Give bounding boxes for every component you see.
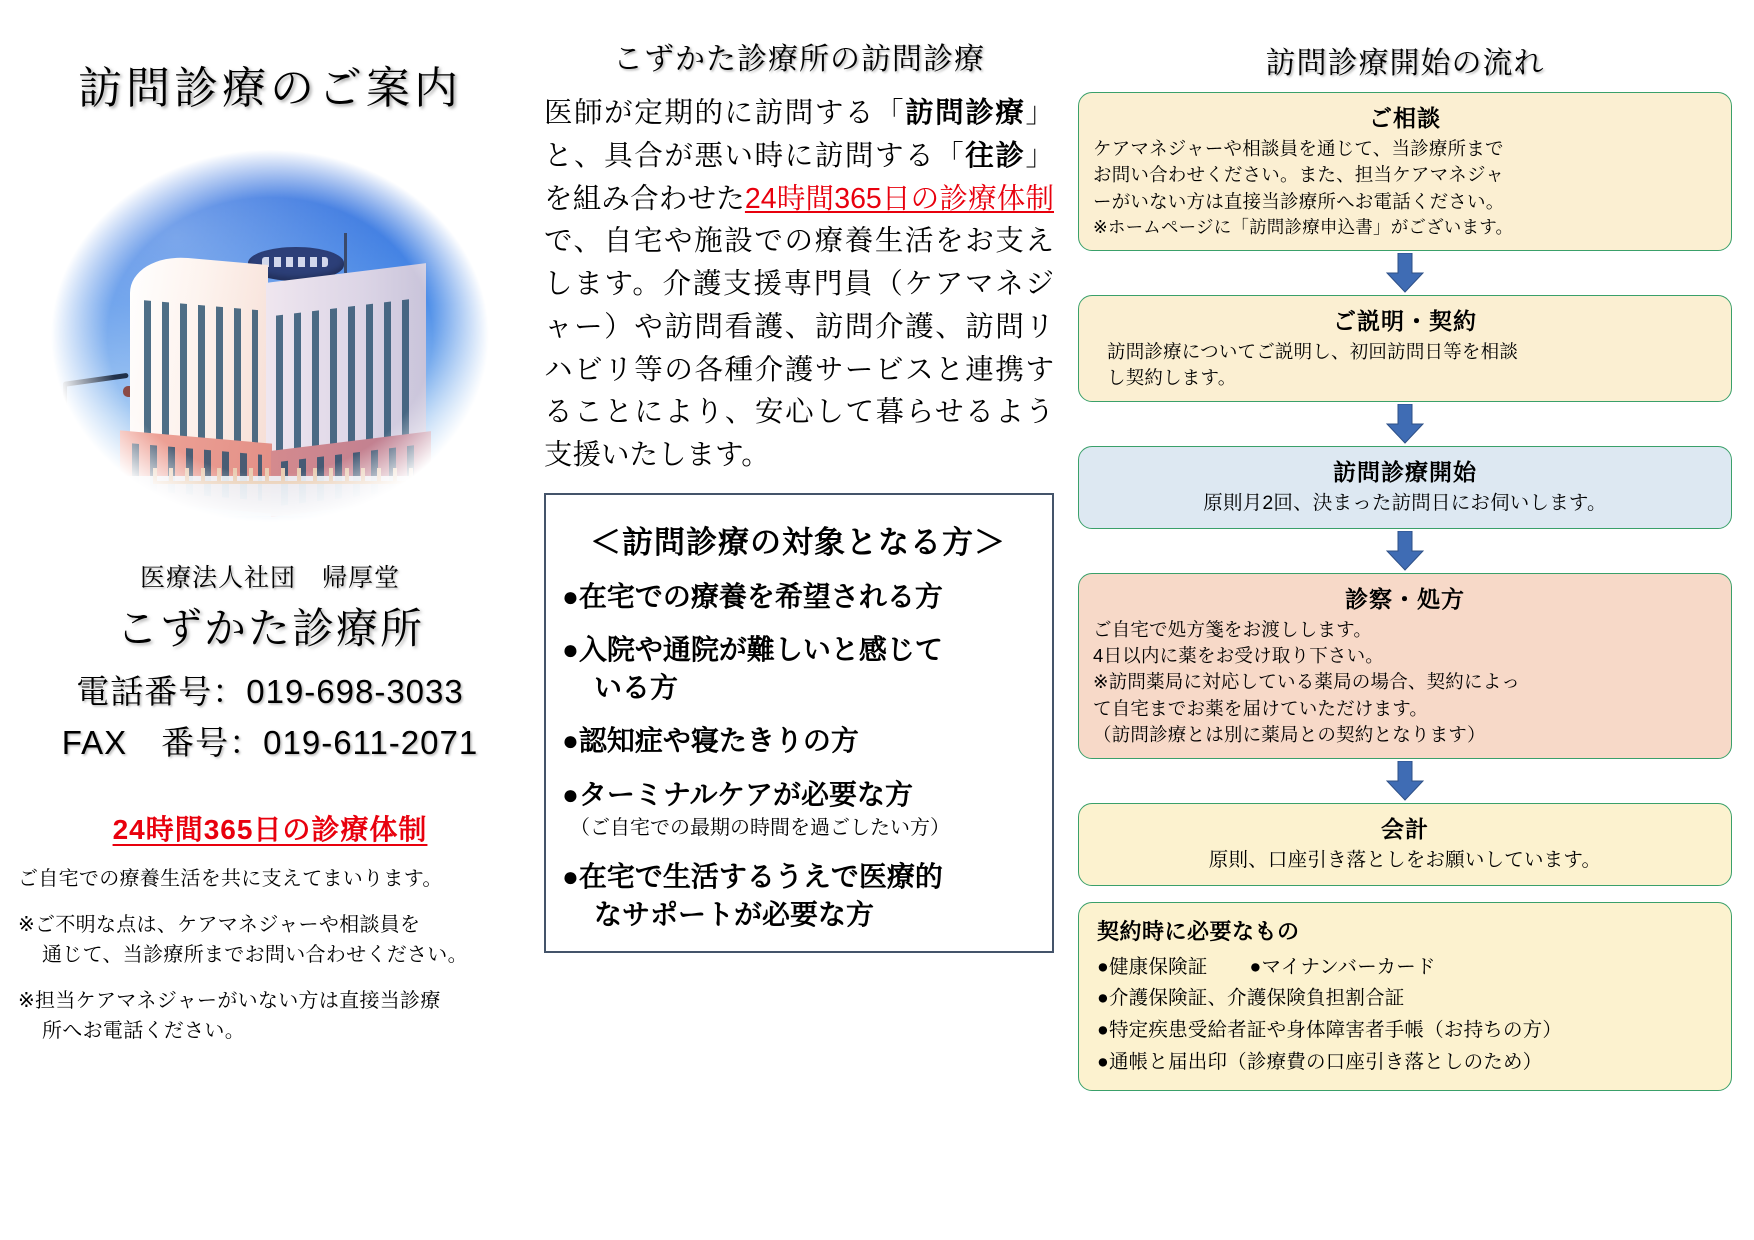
note-no-caremanager-line1: ※担当ケアマネジャーがいない方は直接当診療	[18, 990, 441, 1012]
flow-step-examination-prescription	[1078, 573, 1732, 759]
flow-step-line: ーがいない方は直接当診療所へお電話ください。	[1093, 190, 1505, 212]
desc-red-underline: 24時間365日の診療体制	[744, 182, 1054, 215]
flow-step-note: ※ホームページに「訪問診療申込書」がございます。	[1093, 216, 1514, 237]
fax-label: FAX 番号：	[61, 724, 264, 761]
flow-arrow-3	[1078, 529, 1732, 573]
flow-arrow-4	[1078, 759, 1732, 803]
page-title: 訪問診療のご案内	[78, 64, 462, 113]
window-grid-right	[276, 298, 418, 455]
eligibility-item-text: ターミナルケアが必要な方	[578, 778, 913, 810]
note-no-caremanager	[18, 986, 522, 1046]
flow-step-line: ご自宅で処方箋をお渡しします。	[1093, 618, 1373, 640]
telephone-number: 019-698-3033	[246, 673, 464, 710]
telephone-label: 電話番号：	[76, 673, 247, 710]
down-arrow-icon	[1386, 404, 1424, 444]
antenna-mast	[344, 233, 347, 273]
building-shape	[130, 231, 430, 486]
eligibility-item	[562, 858, 1034, 933]
flow-step-title: 会計	[1381, 816, 1429, 843]
required-document-text-2: ●マイナンバーカード	[1249, 955, 1436, 978]
desc-bold-housecall: 往診	[965, 139, 1026, 172]
availability-banner: 24時間365日の診療体制	[112, 814, 428, 845]
bullet-icon: ●	[562, 778, 579, 810]
required-document-item: ●特定疾患受給者証や身体障害者手帳（お持ちの方）	[1097, 1019, 1563, 1042]
flow-step-note: て自宅までお薬を届けていただけます。	[1093, 697, 1429, 719]
down-arrow-icon	[1386, 761, 1424, 801]
organization-name: 医療法人社団 帰厚堂	[139, 564, 400, 592]
flow-step-title: 訪問診療開始	[1333, 459, 1477, 486]
required-documents-title: 契約時に必要なもの	[1097, 918, 1300, 944]
bullet-icon: ●	[562, 725, 579, 757]
required-document-text: ●健康保険証	[1097, 955, 1208, 978]
clinic-photo	[35, 136, 505, 536]
note-no-caremanager-line2: 所へお電話ください。	[42, 1020, 245, 1042]
eligibility-item	[562, 578, 1034, 616]
desc-bold-homecare: 訪問診療	[905, 97, 1026, 129]
bullet-icon: ●	[562, 580, 579, 612]
flow-arrow-1	[1078, 251, 1732, 295]
flow-step-start	[1078, 446, 1732, 529]
note-inquiry	[18, 910, 522, 970]
bullet-icon: ●	[562, 634, 579, 666]
flow-step-line: 原則、口座引き落としをお願いしています。	[1208, 849, 1602, 872]
clinic-photo-oval	[35, 136, 505, 536]
flow-step-line: 4日以内に薬をお受け取り下さい。	[1093, 645, 1384, 667]
fence-shape	[153, 468, 423, 484]
eligibility-item-wrap: なサポートが必要な方	[594, 898, 875, 930]
flow-step-note: ※訪問薬局に対応している薬局の場合、契約によっ	[1093, 671, 1521, 693]
flow-step-note: （訪問診療とは別に薬局との契約となります）	[1093, 723, 1486, 745]
flow-arrow-2	[1078, 402, 1732, 446]
down-arrow-icon	[1386, 253, 1424, 293]
bullet-icon: ●	[562, 861, 579, 893]
flow-step-payment	[1078, 803, 1732, 886]
desc-seg3: 」を組み合わせた	[544, 139, 1054, 215]
flow-step-line: お問い合わせください。また、担当ケアマネジャ	[1093, 164, 1505, 186]
flow-step-title: ご相談	[1369, 105, 1441, 131]
desc-seg4: で、自宅や施設での療養生活をお支えします。介護支援専門員（ケアマネジャー）や訪問看護、訪問介護、訪問リハビリ等の各種介護サービスと連携することにより、安心して暮らせるよう支援いたします。	[544, 225, 1054, 471]
flow-step-title: ご説明・契約	[1333, 307, 1477, 334]
flow-step-line: ケアマネジャーや相談員を通じて、当診療所まで	[1093, 138, 1504, 159]
support-note: ご自宅での療養生活を共に支えてまいります。	[18, 868, 443, 890]
clinic-name: こずかた診療所	[115, 605, 424, 652]
flow-step-title: 診察・処方	[1345, 585, 1465, 612]
service-description	[544, 92, 1054, 477]
required-document-item	[1097, 952, 1715, 984]
desc-seg2: 」と、具合が悪い時に訪問する「	[544, 97, 1054, 172]
fax-line	[18, 717, 522, 764]
middle-heading: こずかた診療所の訪問診療	[613, 43, 985, 76]
right-column	[1060, 0, 1754, 1240]
eligibility-item-wrap: いる方	[594, 671, 679, 703]
flow-step-consultation	[1078, 92, 1732, 251]
required-documents-box	[1078, 902, 1732, 1091]
note-inquiry-line1: ※ご不明な点は、ケアマネジャーや相談員を	[18, 914, 421, 936]
eligibility-item-text: 在宅で生活するうえで医療的	[578, 861, 943, 893]
eligibility-heading: ＜訪問診療の対象となる方＞	[590, 524, 1006, 560]
street-lamp-pole	[63, 384, 67, 514]
eligibility-item-text: 認知症や寝たきりの方	[578, 725, 859, 757]
middle-column	[540, 0, 1060, 1240]
flow-heading: 訪問診療開始の流れ	[1265, 47, 1545, 80]
required-document-item: ●通帳と届出印（診療費の口座引き落としのため）	[1097, 1050, 1543, 1073]
down-arrow-icon	[1386, 531, 1424, 571]
flow-step-line: し契約します。	[1107, 366, 1237, 388]
telephone-line	[18, 666, 522, 713]
eligibility-item	[562, 776, 1034, 842]
flow-step-line: 原則月2回、決まった訪問日にお伺いします。	[1203, 492, 1607, 515]
fax-number: 019-611-2071	[263, 724, 479, 761]
note-inquiry-line2: 通じて、当診療所までお問い合わせください。	[42, 944, 468, 966]
eligibility-item-note: （ご自宅での最期の時間を過ごしたい方）	[570, 817, 950, 840]
desc-seg1: 医師が定期的に訪問する「	[544, 97, 906, 129]
eligibility-item-text: 在宅での療養を希望される方	[578, 580, 943, 612]
eligibility-item-text: 入院や通院が難しいと感じて	[578, 634, 943, 666]
eligibility-box	[544, 493, 1054, 953]
flow-step-line: 訪問診療についてご説明し、初回訪問日等を相談	[1107, 340, 1519, 362]
left-column	[0, 0, 540, 1240]
eligibility-item	[562, 631, 1034, 706]
flow-step-explanation-contract	[1078, 295, 1732, 403]
required-document-item: ●介護保険証、介護保険負担割合証	[1097, 987, 1405, 1010]
eligibility-item	[562, 722, 1034, 760]
